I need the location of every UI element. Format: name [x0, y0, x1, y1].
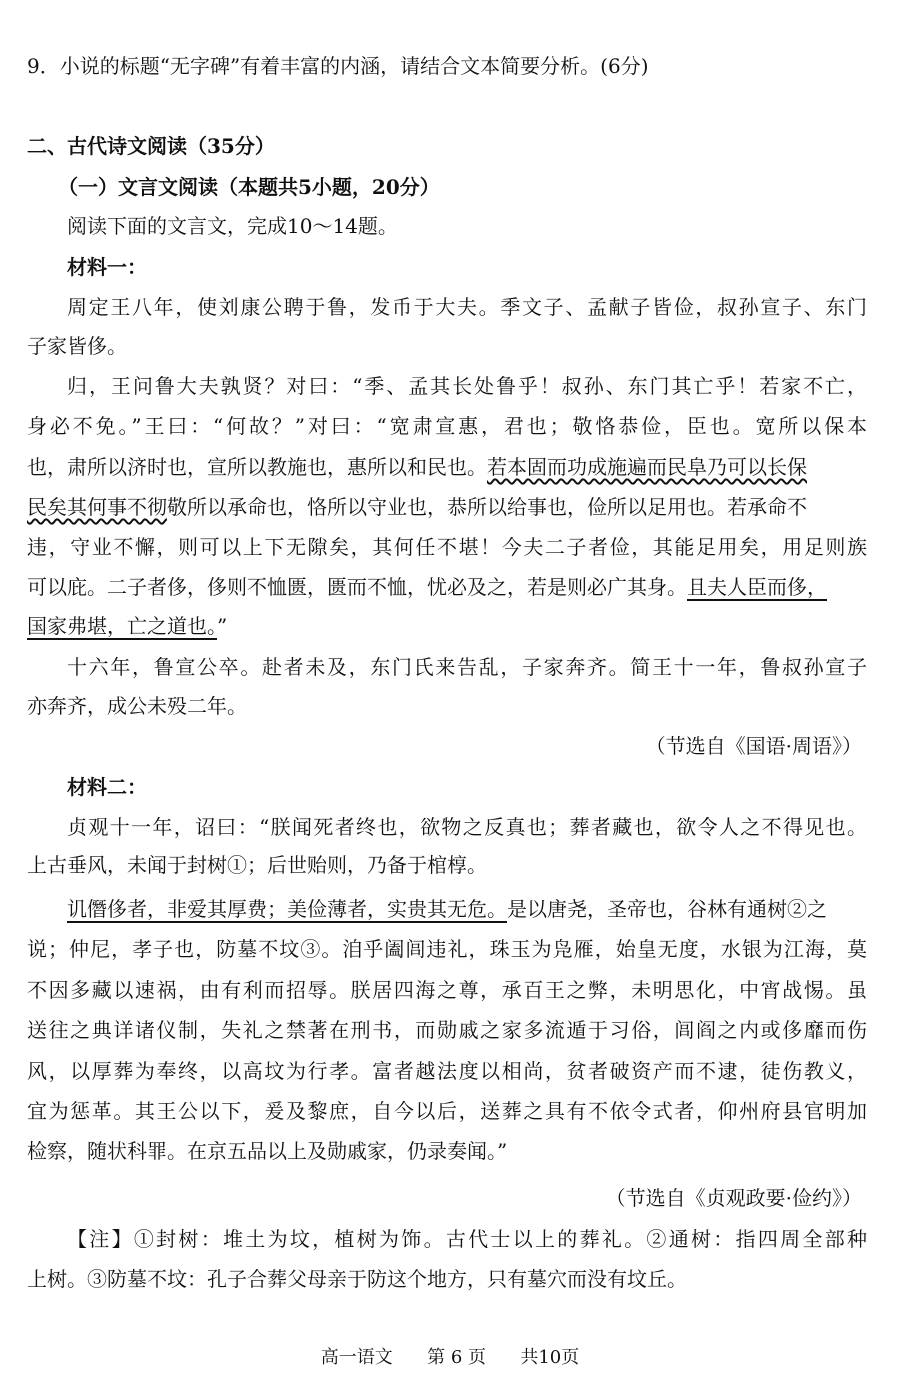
m1-p1-line1: 周定王八年，使刘康公聘于鲁，发币于大夫。季文子、孟献子皆俭，叔孙宣子、东门: [67, 295, 867, 319]
question-9: 9．小说的标题“无字碑”有着丰富的内涵，请结合文本简要分析。(6分): [27, 54, 649, 78]
underlined-sentence: 且夫人臣而侈，: [687, 575, 827, 599]
m1-p2-line3-text: 也，肃所以济时也，宣所以教施也，惠所以和民也。: [27, 455, 487, 479]
notes-line2: 上树。③防墓不坟：孔子合葬父母亲于防这个地方，只有墓穴而没有坟丘。: [27, 1267, 687, 1291]
footer-page-number: 第 6 页: [427, 1347, 486, 1368]
page-footer: [0, 1343, 900, 1369]
m1-p2-line3: [27, 455, 807, 479]
m1-p1-line2: 子家皆侈。: [27, 334, 127, 358]
m2-p2-line7: 检察，随状科罪。在京五品以上及勋戚家，仍录奏闻。”: [27, 1139, 508, 1163]
m1-p2-line1: 归，王问鲁大夫孰贤？对曰：“季、孟其长处鲁乎！叔孙、东门其亡乎！若家不亡，: [67, 374, 867, 398]
material-two-source: （节选自《贞观政要·俭约》）: [605, 1186, 862, 1210]
m2-p2-line5: 风，以厚葬为奉终，以高坟为行孝。富者越法度以相尚，贫者破资产而不逮，徒伤教义，: [27, 1059, 867, 1083]
subsection-heading: （一）文言文阅读（本题共5小题，20分）: [58, 175, 440, 199]
instruction: 阅读下面的文言文，完成10～14题。: [67, 214, 398, 238]
notes-line1: 【注】①封树：堆土为坟，植树为饰。古代士以上的葬礼。②通树：指四周全部种: [67, 1227, 867, 1251]
m2-p2-line1: [67, 897, 827, 921]
m1-p2-line4: [27, 495, 807, 519]
wavy-underlined-sentence: 若本固而功成施遍而民阜乃可以长保: [487, 455, 807, 479]
wavy-underlined-sentence-end: 民矣其何事不彻: [27, 495, 167, 519]
footer-total-pages: 共10页: [520, 1347, 580, 1368]
m1-p2-line6: [27, 575, 827, 599]
m1-p2-line7: [27, 614, 227, 638]
m1-p3-line1: 十六年，鲁宣公卒。赴者未及，东门氏来告乱，子家奔齐。简王十一年，鲁叔孙宣子: [67, 655, 867, 679]
m2-p1-line2: 上古垂风，未闻于封树①；后世贻则，乃备于棺椁。: [27, 853, 487, 877]
m1-p2-line4-text: 敬所以承命也，恪所以守业也，恭所以给事也，俭所以足用也。若承命不: [167, 495, 807, 519]
m1-p3-line2: 亦奔齐，成公未殁二年。: [27, 694, 247, 718]
underlined-sentence-two: 讥僭侈者，非爱其厚费；美俭薄者，实贵其无危。: [67, 897, 507, 921]
material-one-source: （节选自《国语·周语》）: [645, 734, 862, 758]
m1-p2-line5: 违，守业不懈，则可以上下无隙矣，其何任不堪！今夫二子者俭，其能足用矣，用足则族: [27, 535, 867, 559]
m2-p2-line2: 说；仲尼，孝子也，防墓不坟③。洎乎阖闾违礼，珠玉为凫雁，始皇无度，水银为江海，莫: [27, 937, 867, 961]
material-two-label: 材料二：: [67, 775, 147, 799]
m2-p1-line1: 贞观十一年，诏曰：“朕闻死者终也，欲物之反真也；葬者藏也，欲令人之不得见也。: [67, 815, 867, 839]
m1-p2-line6-text: 可以庇。二子者侈，侈则不恤匮，匮而不恤，忧必及之，若是则必广其身。: [27, 575, 687, 599]
m2-p2-line1-text: 是以唐尧，圣帝也，谷林有通树②之: [507, 897, 827, 921]
m1-p2-line2: 身必不免。”王曰：“何故？”对曰：“宽肃宣惠，君也；敬恪恭俭，臣也。宽所以保本: [27, 414, 867, 438]
m2-p2-line3: 不因多藏以速祸，由有利而招辱。朕居四海之尊，承百王之弊，未明思化，中宵战惕。虽: [27, 978, 867, 1002]
m2-p2-line6: 宜为惩革。其王公以下，爰及黎庶，自今以后，送葬之具有不依令式者，仰州府县官明加: [27, 1099, 867, 1123]
section-heading: 二、古代诗文阅读（35分）: [27, 134, 275, 158]
footer-subject: 高一语文: [320, 1347, 393, 1368]
underlined-sentence-end: 国家弗堪，亡之道也。: [27, 614, 217, 638]
m2-p2-line4: 送往之典详诸仪制，失礼之禁著在刑书，而勋戚之家多流遁于习俗，闾阎之内或侈靡而伤: [27, 1018, 867, 1042]
closing-quote: ”: [217, 614, 228, 638]
material-one-label: 材料一：: [67, 255, 147, 279]
